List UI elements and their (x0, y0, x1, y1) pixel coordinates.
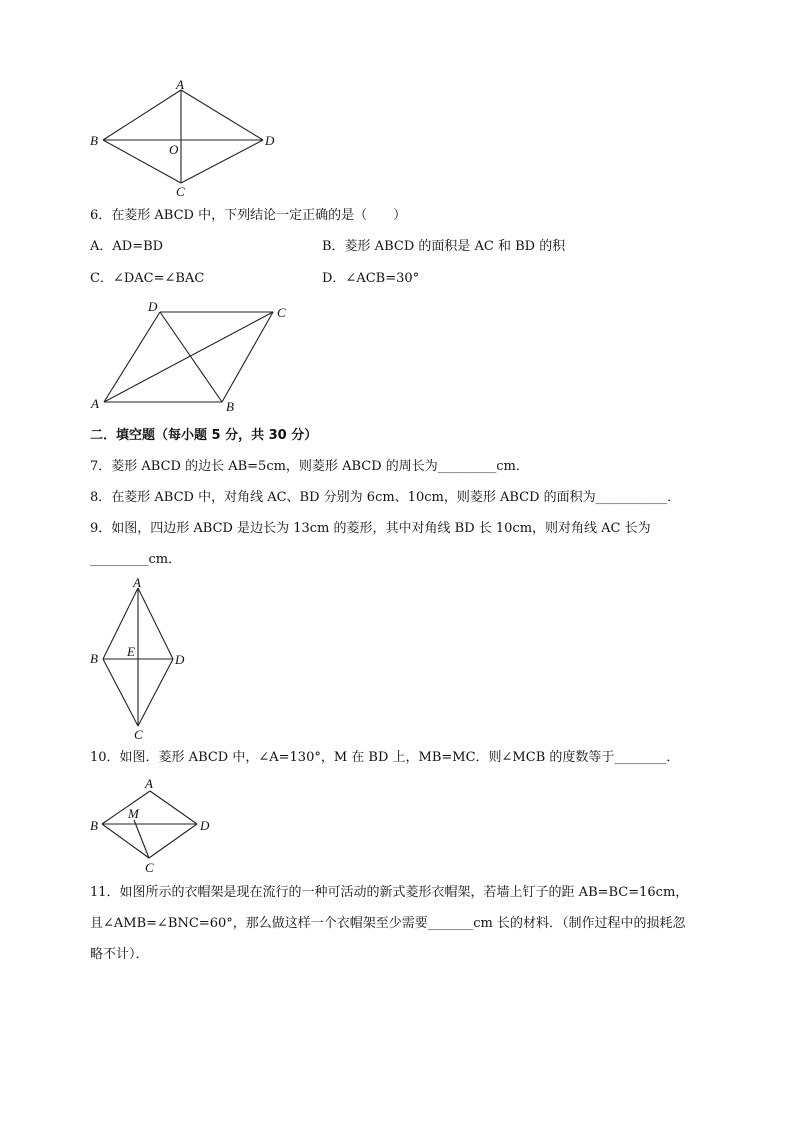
label-m: M (128, 806, 139, 821)
label-b: B (90, 133, 98, 148)
question-9-line-1: 9．如图，四边形 ABCD 是边长为 13cm 的菱形，其中对角线 BD 长 10cm，则对角线 AC 长为 (90, 521, 651, 536)
parallelogram-figure-abcd (85, 298, 305, 418)
question-11-line-2: 且∠AMB=∠BNC=60°，那么做这样一个衣帽架至少需要_______cm 长的材料．（制作过程中的损耗忽 (90, 916, 686, 931)
label-a: A (133, 575, 141, 590)
label-c: C (176, 184, 185, 199)
question-9-line-2: _________cm． (90, 552, 182, 567)
label-o: O (169, 142, 179, 157)
label-c: C (145, 860, 154, 875)
label-d: D (175, 652, 185, 667)
label-a: A (91, 396, 99, 411)
label-d: D (200, 818, 210, 833)
label-d: D (265, 133, 275, 148)
figure-lines (103, 588, 173, 726)
question-8: 8．在菱形 ABCD 中，对角线 AC、BD 分别为 6cm、10cm，则菱形 ABCD 的面积为___________． (90, 490, 681, 505)
question-6-option-b: B．菱形 ABCD 的面积是 AC 和 BD 的积 (322, 239, 566, 254)
section-heading: 二．填空题（每小题 5 分，共 30 分） (90, 428, 318, 443)
label-a: A (145, 776, 153, 791)
label-c: C (134, 727, 143, 742)
rhombus-figure-abcd-m (85, 772, 225, 878)
rhombus-figure-abcd-e (85, 574, 195, 744)
rhombus-figure-abcd-o (85, 76, 285, 200)
question-10: 10．如图．菱形 ABCD 中，∠A=130°，M 在 BD 上，MB=MC．则∠MCB 的度数等于________． (90, 750, 680, 765)
figure-lines (104, 312, 273, 402)
label-c: C (277, 305, 286, 320)
figure-lines (102, 791, 197, 858)
label-b: B (226, 399, 234, 414)
label-a: A (176, 77, 184, 92)
figure-lines (103, 90, 263, 183)
label-d: D (148, 299, 158, 314)
label-b: B (90, 818, 98, 833)
question-6-stem: 6．在菱形 ABCD 中，下列结论一定正确的是（ ） (90, 208, 407, 223)
question-7: 7．菱形 ABCD 的边长 AB=5cm，则菱形 ABCD 的周长为_________cm． (90, 459, 529, 474)
label-b: B (90, 651, 98, 666)
label-e: E (127, 644, 135, 659)
question-11-line-3: 略不计）． (90, 947, 149, 962)
question-11-line-1: 11．如图所示的衣帽架是现在流行的一种可活动的新式菱形衣帽架，若墙上钉子的距 AB=BC=16cm， (90, 885, 689, 900)
question-6-option-a: A．AD=BD (90, 239, 164, 254)
question-6-option-d: D．∠ACB=30° (322, 271, 420, 286)
question-6-option-c: C．∠DAC=∠BAC (90, 271, 205, 286)
